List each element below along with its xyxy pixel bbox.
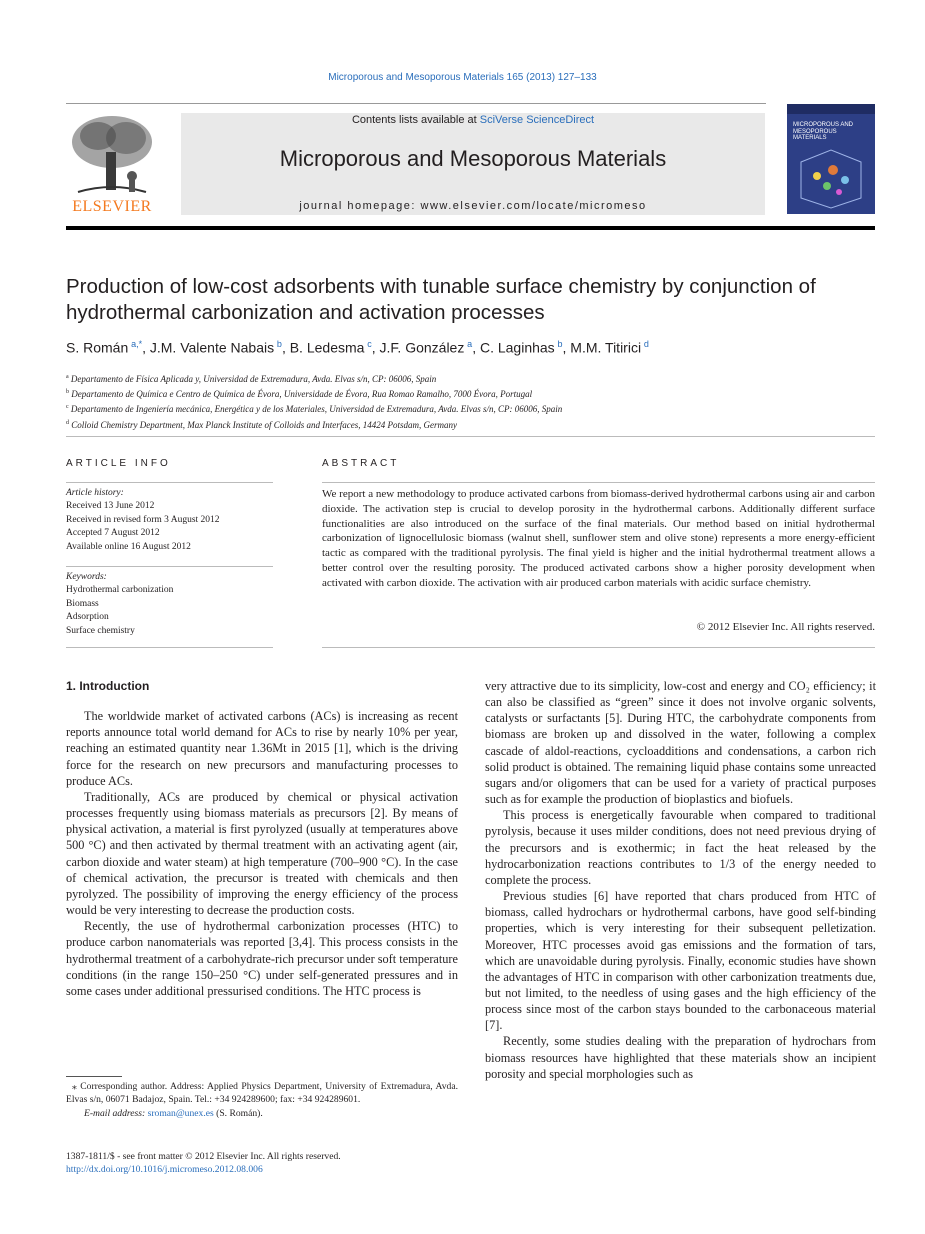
- email-label: E-mail address:: [84, 1107, 148, 1119]
- affiliation: [66, 386, 875, 401]
- issn-line: 1387-1811/$ - see front matter © 2012 Elsevier Inc. All rights reserved.: [66, 1151, 341, 1162]
- body-paragraph: The worldwide market of activated carbons (ACs) is increasing as recent reports announce total world demand for ACs to rise by nearly 10% per year, reaching an estimated quantity near 1.36Mt in 2015 [1], which is the driving force for the research on new precursors and manufacturing processes to produce ACs.: [66, 709, 458, 788]
- elsevier-wordmark: ELSEVIER: [72, 198, 152, 215]
- article-history: [66, 487, 273, 554]
- abstract-heading: ABSTRACT: [322, 458, 400, 469]
- body-paragraph: This process is energetically favourable when compared to traditional pyrolysis, because it uses milder conditions, does not need previous drying of the precursors and is exothermic; in fact the heat released by the hydrocarbonization reactions contributes to 1/3 of the energy needed to complete the process.: [485, 808, 876, 887]
- keyword: Surface chemistry: [66, 625, 135, 636]
- affiliation-text: Departamento de Física Aplicada y, Universidad de Extremadura, Avda. Elvas s/n, CP: 06006, Spain: [70, 374, 437, 384]
- info-divider: [66, 647, 273, 648]
- footnotes: [66, 1080, 458, 1120]
- info-divider: [66, 566, 273, 567]
- affiliation-text: Departamento de Química e Centro de Química de Évora, Universidade de Évora, Rua Romao Ramalho, 7000 Évora, Portugal: [71, 389, 533, 400]
- author-affiliation-mark[interactable]: b: [276, 339, 282, 349]
- author-affiliation-mark[interactable]: a: [467, 339, 473, 349]
- author: J.M. Valente Nabais: [149, 339, 275, 356]
- affiliation-mark: c: [66, 404, 69, 411]
- author-affiliation-mark[interactable]: c: [367, 339, 372, 349]
- affiliation-mark: a: [66, 374, 69, 380]
- body-column-left: [66, 678, 458, 999]
- abstract-copyright: © 2012 Elsevier Inc. All rights reserved.: [696, 621, 875, 633]
- body-paragraph: Recently, the use of hydrothermal carbonization processes (HTC) to produce carbon nanomaterials was reported [3,4]. This process consists in the hydrothermal treatment of a carbohydrate-rich precursor under soft temperature conditions (in the range 150–250 °C) under self-generated pressures and in some cases under additional pressurised conditions. The HTC process is: [66, 919, 458, 998]
- sciencedirect-link[interactable]: SciVerse ScienceDirect: [479, 114, 595, 126]
- header-thick-rule: [66, 226, 875, 230]
- affiliation: [66, 401, 875, 416]
- author: J.F. González: [379, 339, 465, 356]
- email-link[interactable]: sroman@unex.es: [147, 1107, 214, 1119]
- section-heading: 1. Introduction: [66, 679, 150, 693]
- abstract-text: We report a new methodology to produce activated carbons from biomass-derived hydrothermal carbons using air and carbon dioxide. The activation step is crucial to develop porosity in the hydrothermal carbons. Additionally different surface functionalities are also introduced on the surface of the final materials. Our method based on initial hydrothermal carbonization of lignocellulosic biomass (walnut shell, sunflower stem and olive stone) represents a more energy-efficient tactic as compared with the traditional pyrolysis. The final yield is higher and the initial hydrothermal treatment allows a better control over the resulting porosity. The produced activated carbons show a higher porosity development when activated with carbon dioxide. The activation with air produced carbon materials with acidic surface chemistry.: [322, 488, 875, 589]
- author: M.M. Titirici: [570, 339, 642, 356]
- journal-reference[interactable]: Microporous and Mesoporous Materials 165 (2013) 127–133: [328, 72, 597, 83]
- corresponding-author-note: ⁎ Corresponding author. Address: Applied Physics Department, University of Extremadura, Avda. Elvas s/n, 06071 Badajoz, Spain. Tel.: +34 924289600; fax: +34 924289601.: [66, 1081, 458, 1106]
- abstract-divider: [322, 647, 875, 648]
- history-heading: Article history:: [66, 488, 124, 498]
- body-paragraph: very attractive due to its simplicity, low-cost and energy and CO₂ efficiency; it can also be classified as “green” since it does not involve organic solvents, catalysts or surfactants [5]. During HTC, the carbohydrate components from biomass are broken up and dissolved in the water, following a complex cascade of aldol-reactions, cycloadditions and condensations, a carbon rich solid product is obtained. The remaining liquid phase contains some unreacted sugars and/or oligomers that can be used for a variety of practical purposes such as for example the production of bioplastics and biofuels.: [485, 679, 876, 807]
- affiliation: [66, 417, 875, 432]
- author: B. Ledesma: [289, 339, 365, 356]
- keywords: [66, 571, 273, 638]
- keyword: Adsorption: [66, 612, 109, 623]
- doi-link[interactable]: http://dx.doi.org/10.1016/j.micromeso.2012.08.006: [66, 1164, 263, 1175]
- affiliation: [66, 371, 875, 386]
- author: S. Román: [66, 339, 129, 356]
- affiliations: [66, 371, 875, 432]
- affiliation-text: Colloid Chemistry Department, Max Planck Institute of Colloids and Interfaces, 14424 Potsdam, Germany: [71, 419, 457, 430]
- keyword: Biomass: [66, 598, 99, 609]
- affiliation-mark: b: [66, 389, 69, 396]
- cover-graphic: [787, 104, 875, 214]
- history-item: Available online 16 August 2012: [66, 541, 191, 552]
- header-divider: [66, 103, 766, 104]
- article-info-heading: ARTICLE INFO: [66, 458, 171, 469]
- history-item: Received in revised form 3 August 2012: [66, 514, 220, 525]
- contents-line: [181, 114, 765, 126]
- article-title: Production of low-cost adsorbents with tunable surface chemistry by conjunction of hydrothermal carbonization and activation processes: [66, 275, 816, 324]
- body-column-right: [485, 678, 876, 1082]
- author: C. Laginhas: [479, 339, 555, 356]
- author-affiliation-mark[interactable]: a,*: [131, 339, 143, 349]
- author-list: S. Román $^{a,*}$, J.M. Valente Nabais $^b$, B. Ledesma $^c$, J.F. González $^a$, C. Laginhas $^b$, M.M. Titirici $^d$: [66, 339, 649, 356]
- email-note: [66, 1107, 458, 1120]
- keywords-heading: Keywords:: [66, 572, 107, 582]
- history-item: Accepted 7 August 2012: [66, 528, 160, 539]
- info-divider: [66, 482, 273, 483]
- email-suffix: (S. Román).: [213, 1107, 263, 1119]
- cover-title: MICROPOROUS AND MESOPOROUS MATERIALS: [793, 122, 854, 142]
- affiliation-text: Departamento de Ingeniería mecánica, Energética y de los Materiales, Universidad de Extremadura, Avda. Elvas s/n, CP: 06006, Spain: [70, 404, 563, 415]
- front-matter-info: [66, 1150, 466, 1176]
- body-paragraph: Traditionally, ACs are produced by chemical or physical activation processes frequently using biomass materials as precursors [2]. By means of physical activation, a material is first pyrolyzed (usually at temperatures above 500 °C) and then activated by thermal treatment with an activating agent (air, carbon dioxide and water steam) at high temperature (700–900 °C). In the case of chemical activation, the precursor is treated with chemicals and then pyrolyzed. The possibility of improving the energy efficiency of the process would be very interesting to decrease the production costs.: [66, 789, 458, 918]
- contents-prefix: Contents lists available at: [351, 114, 480, 126]
- affiliation-divider: [66, 436, 875, 437]
- body-paragraph: Recently, some studies dealing with the preparation of hydrochars from biomass resources have highlighted that these materials show an incipient porosity and special morphologies such as: [485, 1034, 876, 1081]
- affiliation-mark: d: [66, 419, 69, 426]
- author-affiliation-mark[interactable]: d: [643, 339, 649, 349]
- journal-cover-image: [787, 104, 875, 214]
- journal-homepage: [181, 200, 765, 212]
- keyword: Hydrothermal carbonization: [66, 585, 174, 596]
- history-item: Received 13 June 2012: [66, 501, 155, 512]
- homepage-url[interactable]: www.elsevier.com/locate/micromeso: [420, 200, 647, 212]
- homepage-prefix: journal homepage:: [299, 200, 421, 212]
- abstract-divider: [322, 482, 875, 483]
- author-affiliation-mark[interactable]: b: [557, 339, 563, 349]
- journal-name: Microporous and Mesoporous Materials: [279, 146, 667, 171]
- footnote-rule: [66, 1076, 122, 1077]
- body-paragraph: Previous studies [6] have reported that chars produced from HTC of biomass, called hydrochars or hydrothermal carbons, have good self-binding properties, which is very interesting for their subsequent pelletization. Moreover, HTC processes avoid gas emissions and the formation of tars, which are unavoidable during pyrolysis. Finally, economic studies have shown the advantages of HTC in comparison with other carbonization treatments due, but not limited, to the needless of using gases and the high efficiency of the process since most of the carbon stays bounded to the carbonaceous material [7].: [485, 889, 876, 1033]
